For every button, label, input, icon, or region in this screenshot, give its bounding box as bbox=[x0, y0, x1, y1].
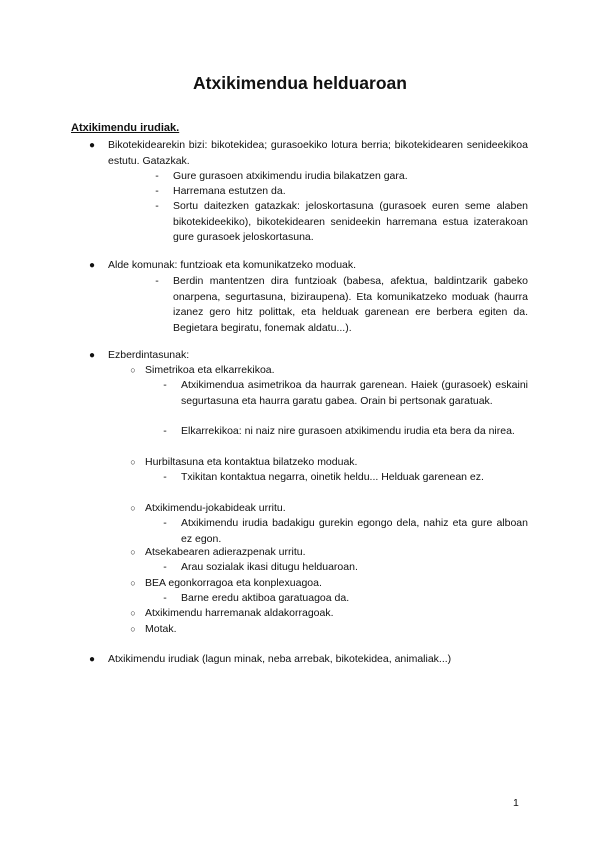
circle-marker: ○ bbox=[130, 547, 136, 557]
dash-marker: - bbox=[163, 425, 167, 437]
list-item: Atxikimendu irudiak (lagun minak, neba arrebak, bikotekidea, animaliak...) bbox=[108, 653, 452, 665]
bullet-marker: ● bbox=[88, 260, 96, 271]
circle-marker: ○ bbox=[130, 503, 136, 513]
circle-marker: ○ bbox=[130, 457, 136, 467]
bullet-marker: ● bbox=[88, 654, 96, 665]
sub-list-item: Atxikimendu-jokabideak urritu. bbox=[145, 502, 286, 514]
list-item: Alde komunak: funtzioak eta komunikatzeko moduak. bbox=[108, 259, 357, 271]
dash-marker: - bbox=[163, 517, 167, 529]
section-heading: Atxikimendu irudiak. bbox=[71, 122, 180, 134]
circle-marker: ○ bbox=[130, 365, 136, 375]
sub-list-item: Motak. bbox=[145, 623, 177, 635]
sub-list-item: BEA egonkorragoa eta konplexuagoa. bbox=[145, 577, 322, 589]
dash-marker: - bbox=[155, 170, 159, 182]
bullet-marker: ● bbox=[88, 140, 96, 151]
sub-list-item: Hurbiltasuna eta kontaktua bilatzeko moduak. bbox=[145, 456, 358, 468]
bullet-marker: ● bbox=[88, 350, 96, 361]
sub-list-item: Gure gurasoen atxikimendu irudia bilakatzen gara. bbox=[173, 170, 408, 182]
list-item: Bikotekidearekin bizi: bikotekidea; gurasoekiko lotura berria; bikotekidearen senideekikoa estutu. Gatazkak. bbox=[108, 139, 528, 167]
dash-marker: - bbox=[163, 471, 167, 483]
dash-marker: - bbox=[155, 275, 159, 287]
dash-marker: - bbox=[155, 185, 159, 197]
sub-list-item: Sortu daitezken gatazkak: jeloskortasuna (gurasoek euren seme alaben bikotekideekiko), bikotekidearen senideekin harremana estua izaterakoan gure gurasoek jeloskortasuna. bbox=[173, 200, 528, 243]
dash-marker: - bbox=[163, 561, 167, 573]
circle-marker: ○ bbox=[130, 578, 136, 588]
circle-marker: ○ bbox=[130, 624, 136, 634]
sub-sub-list-item: Barne eredu aktiboa garatuagoa da. bbox=[181, 592, 350, 604]
sub-list-item: Berdin mantentzen dira funtzioak (babesa, afektua, baldintzarik gabeko onarpena, segurtasuna, biziraupena). Eta komunikatzeko moduak (haurra izanez gero hitz polittak, eta helduak garenean ere berbera egiten da. Begietara begiratu, fonemak aldatu...). bbox=[173, 275, 528, 334]
sub-sub-list-item: Atxikimendu irudia badakigu gurekin egongo dela, nahiz eta gure alboan ez egon. bbox=[181, 517, 528, 545]
list-item: Ezberdintasunak: bbox=[108, 349, 190, 361]
sub-list-item: Atsekabearen adierazpenak urritu. bbox=[145, 546, 306, 558]
sub-sub-list-item: Atxikimendua asimetrikoa da haurrak garenean. Haiek (gurasoek) eskaini segurtasuna eta haurra garatu gabea. Orain bi pertsonak garatuak. bbox=[181, 379, 528, 407]
dash-marker: - bbox=[163, 592, 167, 604]
sub-sub-list-item: Txikitan kontaktua negarra, oinetik heldu... Helduak garenean ez. bbox=[181, 471, 484, 483]
sub-sub-list-item: Arau sozialak ikasi ditugu helduaroan. bbox=[181, 561, 358, 573]
dash-marker: - bbox=[155, 200, 159, 212]
dash-marker: - bbox=[163, 379, 167, 391]
sub-list-item: Atxikimendu harremanak aldakorragoak. bbox=[145, 607, 334, 619]
sub-list-item: Simetrikoa eta elkarrekikoa. bbox=[145, 364, 275, 376]
page-title: Atxikimendua helduaroan bbox=[193, 73, 407, 93]
page-number: 1 bbox=[513, 797, 519, 809]
circle-marker: ○ bbox=[130, 608, 136, 618]
sub-sub-list-item: Elkarrekikoa: ni naiz nire gurasoen atxikimendu irudia eta bera da nirea. bbox=[181, 425, 515, 437]
sub-list-item: Harremana estutzen da. bbox=[173, 185, 286, 197]
